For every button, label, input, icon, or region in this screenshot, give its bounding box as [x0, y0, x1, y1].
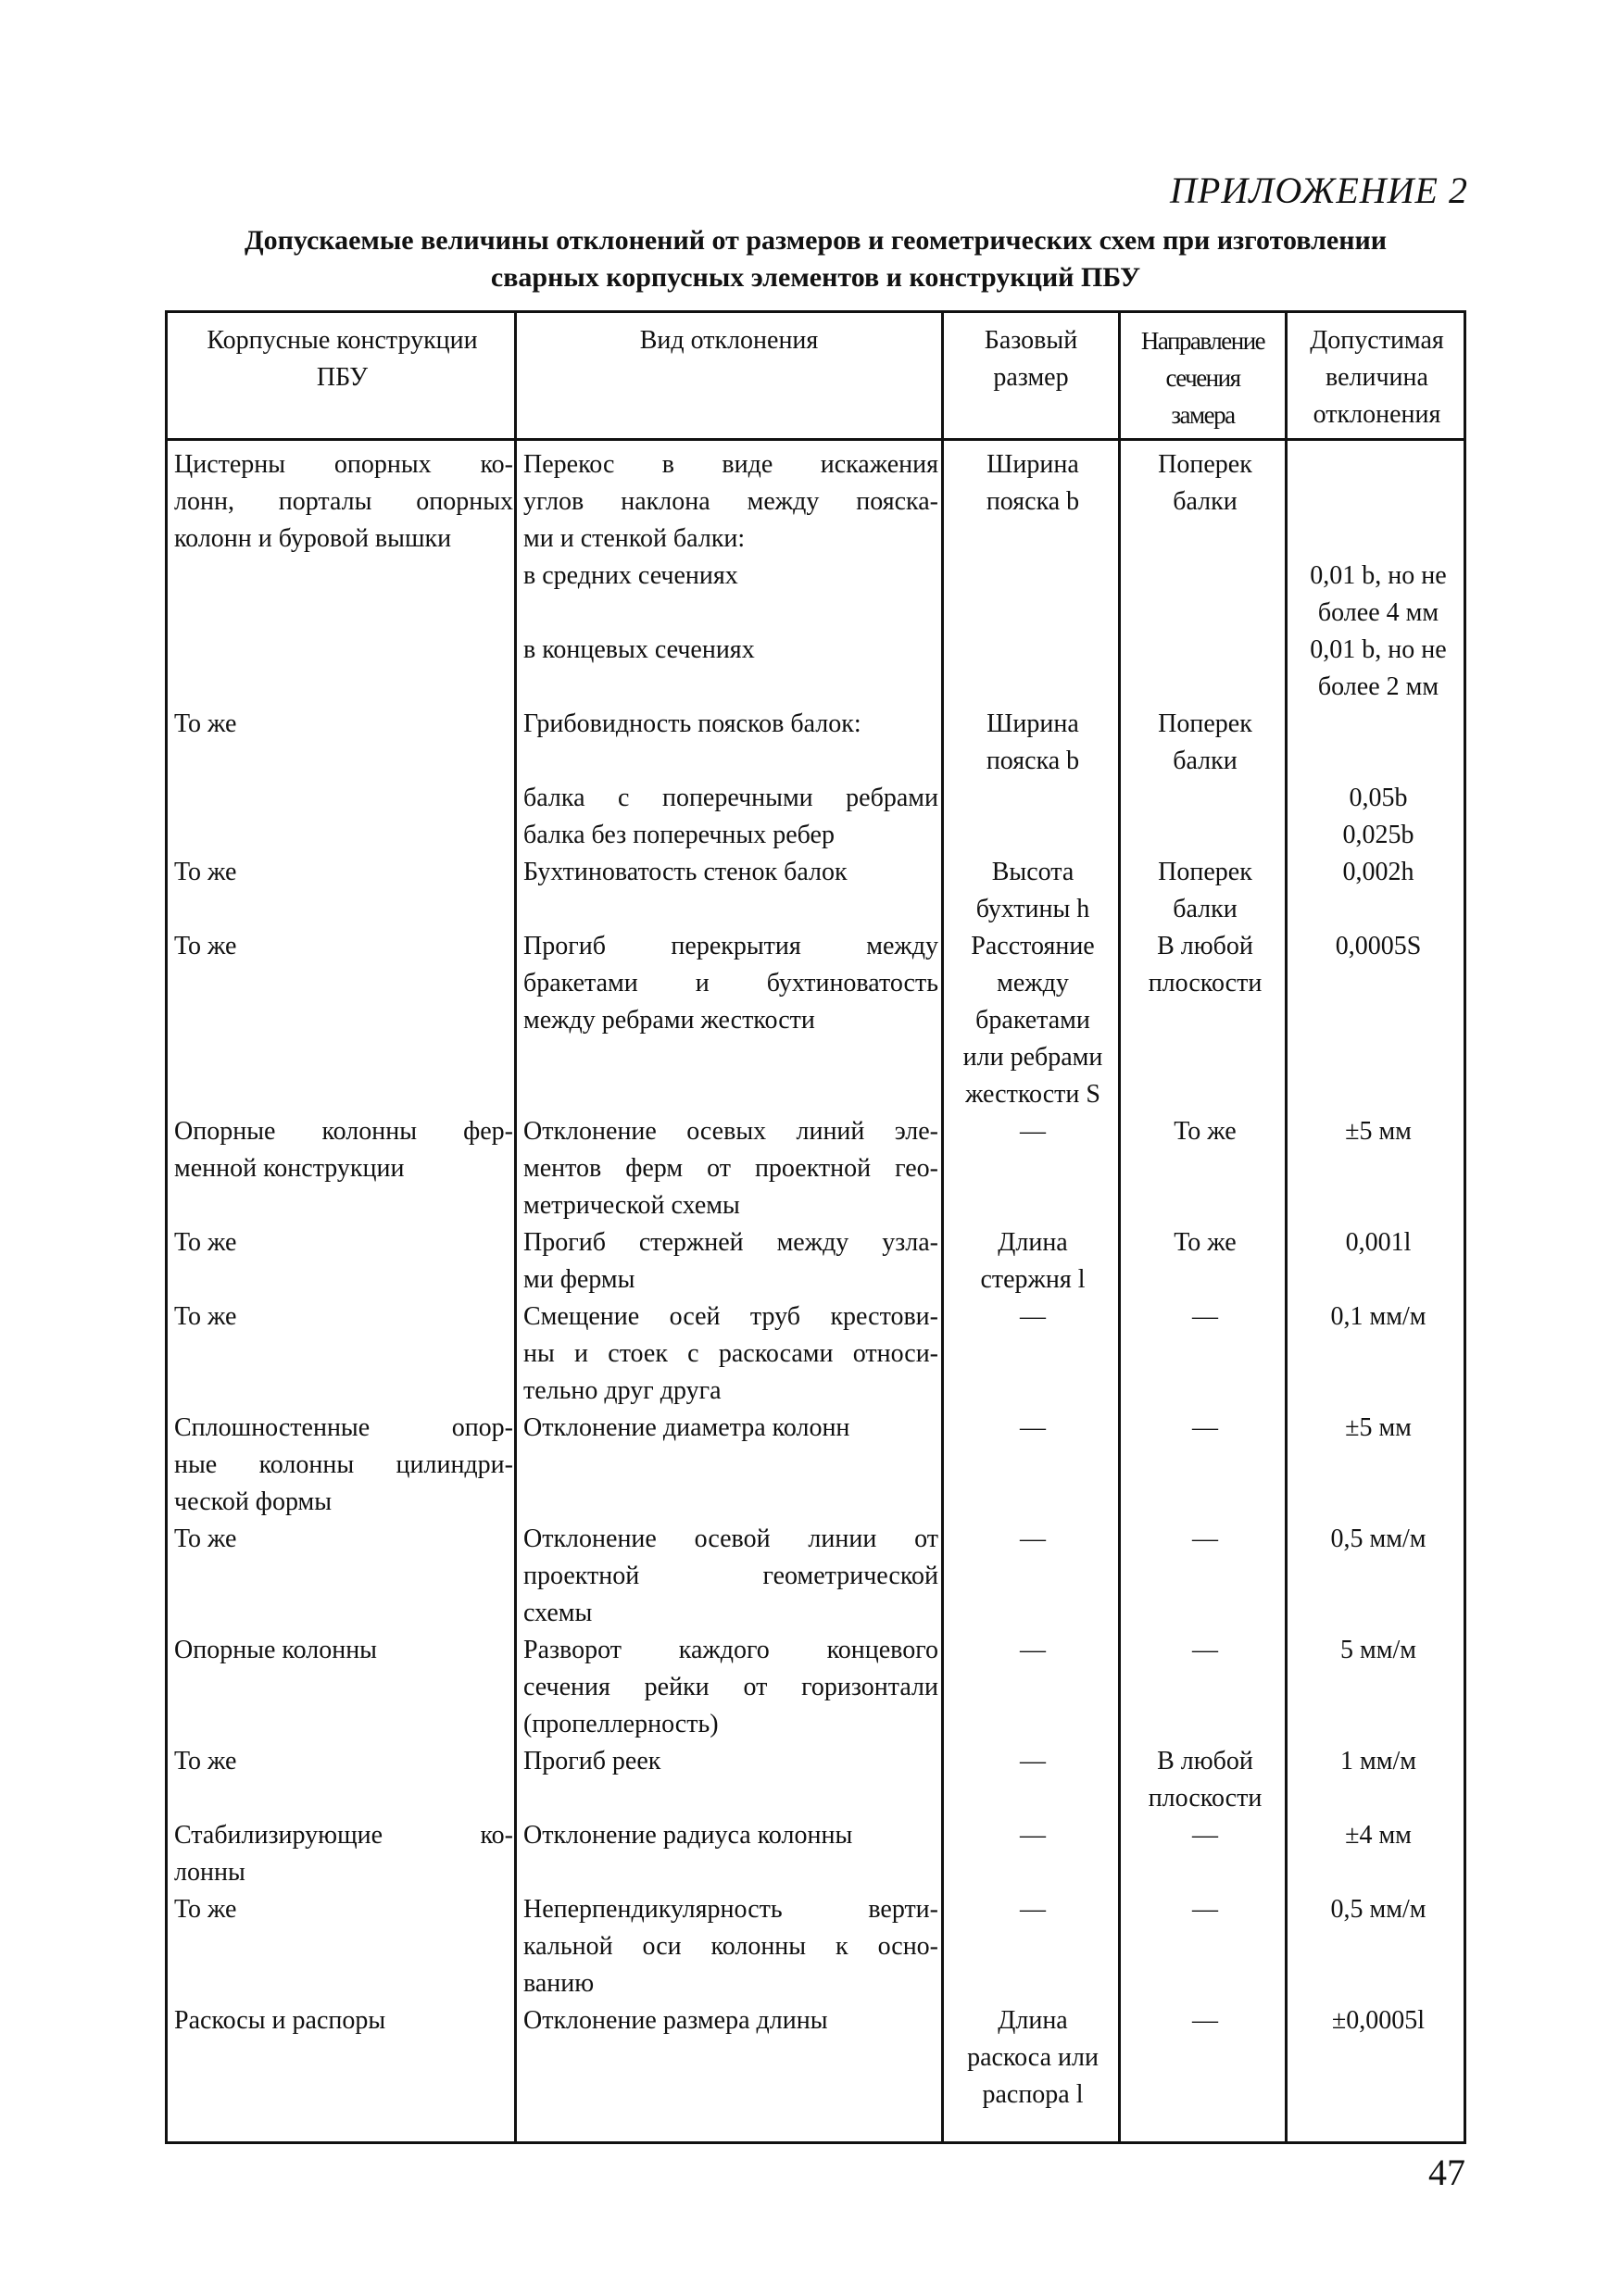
table-cell-c3	[950, 1299, 1115, 1336]
cell-line: То же	[1174, 1117, 1237, 1146]
cell-line: —	[1192, 1302, 1218, 1331]
table-cell-c2	[523, 1299, 938, 1410]
header-line: ПБУ	[316, 363, 369, 392]
table-cell-c2	[523, 706, 938, 743]
table-column-divider	[514, 313, 517, 2141]
table-cell-c3	[950, 1891, 1115, 1928]
cell-line: Ширина	[986, 709, 1079, 738]
cell-line: ±5 мм	[1345, 1413, 1412, 1442]
table-cell-c1	[174, 1410, 513, 1521]
table-cell-c2	[523, 1743, 938, 1780]
cell-line: в средних сечениях	[523, 561, 738, 590]
cell-line: или ребрами	[962, 1043, 1103, 1072]
cell-line: —	[1020, 1821, 1046, 1850]
table-cell-c2	[523, 1817, 938, 1854]
cell-line: балка с поперечными ребрами	[523, 784, 938, 812]
cell-line: 5 мм/м	[1340, 1636, 1416, 1664]
table-cell-c1	[174, 1224, 513, 1261]
table-cell-c5	[1290, 1891, 1466, 1928]
cell-line: схемы	[523, 1599, 593, 1627]
cell-line: Отклонение диаметра колонн	[523, 1413, 850, 1442]
cell-line: В любой	[1157, 1747, 1253, 1775]
cell-line: жесткости S	[965, 1080, 1100, 1109]
cell-line: 0,5 мм/м	[1330, 1895, 1426, 1924]
table-cell-c1	[174, 446, 513, 558]
header-line: Базовый	[984, 326, 1078, 355]
table-cell-c4	[1127, 854, 1283, 928]
cell-line: Поперек	[1158, 450, 1252, 479]
table-cell-c5	[1290, 632, 1466, 706]
cell-line: —	[1020, 1302, 1046, 1331]
table-cell-c4	[1127, 1743, 1283, 1817]
table-cell-c4	[1127, 1632, 1283, 1669]
table-cell-c5	[1290, 780, 1466, 854]
cell-line: —	[1192, 1821, 1218, 1850]
cell-line: 0,025b	[1342, 821, 1414, 849]
cell-line: —	[1192, 1413, 1218, 1442]
table-cell-c3	[950, 1632, 1115, 1669]
table-cell-c3	[950, 1817, 1115, 1854]
table-cell-c2	[523, 854, 938, 891]
cell-line: То же	[174, 709, 237, 738]
cell-line: —	[1020, 1895, 1046, 1924]
cell-line: Отклонение радиуса колонны	[523, 1821, 853, 1850]
table-cell-c3	[950, 928, 1115, 1113]
table-cell-c4	[1127, 2002, 1283, 2039]
cell-line: углов наклона между пояска-	[523, 487, 938, 516]
table-cell-c5	[1290, 1632, 1466, 1669]
table-cell-c1	[174, 928, 513, 965]
cell-line: 0,001l	[1345, 1228, 1412, 1257]
cell-line: То же	[174, 1895, 237, 1924]
cell-line: То же	[174, 932, 237, 960]
table-cell-c5	[1290, 1521, 1466, 1558]
cell-line: Разворот каждого концевого	[523, 1636, 938, 1664]
cell-line: Ширина	[986, 450, 1079, 479]
cell-line: ±0,0005l	[1331, 2006, 1426, 2035]
cell-line: Стабилизирующие ко-	[174, 1821, 513, 1850]
cell-line: Расстояние	[971, 932, 1095, 960]
table-cell-c2	[523, 780, 938, 854]
table-cell-c1	[174, 1891, 513, 1928]
cell-line: менной конструкции	[174, 1154, 405, 1183]
page-number: 47	[1428, 2152, 1465, 2193]
cell-line: раскоса или	[967, 2043, 1099, 2072]
table-column-divider	[941, 313, 944, 2141]
table-cell-c1	[174, 1521, 513, 1558]
cell-line: —	[1020, 1413, 1046, 1442]
cell-line: Смещение осей труб крестови-	[523, 1302, 938, 1331]
cell-line: 0,0005S	[1335, 932, 1422, 960]
cell-line: лонн, порталы опорных	[174, 487, 513, 516]
table-cell-c5	[1290, 1224, 1466, 1261]
table-cell-c4	[1127, 928, 1283, 1002]
header-line: Вид отклонения	[639, 326, 819, 355]
cell-line: балки	[1173, 487, 1238, 516]
cell-line: ми фермы	[523, 1265, 635, 1294]
header-line: Направление	[1140, 327, 1265, 355]
header-line: замера	[1171, 401, 1235, 429]
cell-line: 0,1 мм/м	[1330, 1302, 1426, 1331]
table-cell-c5	[1290, 1113, 1466, 1150]
cell-line: Цистерны опорных ко-	[174, 450, 513, 479]
header-line: Допустимая	[1310, 326, 1444, 355]
cell-line: распора l	[982, 2080, 1084, 2109]
table-cell-c3	[950, 1410, 1115, 1447]
cell-line: ментов ферм от проектной гео-	[523, 1154, 938, 1183]
header-allowed-deviation	[1288, 322, 1466, 433]
title-line-1: Допускаемые величины отклонений от размеров и геометрических схем при изготовлении	[244, 225, 1388, 256]
cell-line: Перекос в виде искажения	[523, 450, 938, 479]
cell-line: Прогиб реек	[523, 1747, 661, 1775]
table-cell-c2	[523, 558, 938, 595]
cell-line: 1 мм/м	[1340, 1747, 1416, 1775]
cell-line: ми и стенкой балки:	[523, 524, 746, 553]
cell-line: Раскосы и распоры	[174, 2006, 386, 2035]
cell-line: Длина	[998, 1228, 1068, 1257]
cell-line: Поперек	[1158, 709, 1252, 738]
cell-line: Бухтиноватость стенок балок	[523, 858, 848, 886]
cell-line: ванию	[523, 1969, 595, 1998]
cell-line: Прогиб перекрытия между	[523, 932, 938, 960]
cell-line: плоскости	[1148, 1784, 1263, 1813]
table-cell-c2	[523, 2002, 938, 2039]
table-cell-c5	[1290, 2002, 1466, 2039]
cell-line: тельно друг друга	[523, 1376, 722, 1405]
table-cell-c3	[950, 706, 1115, 780]
cell-line: То же	[174, 1302, 237, 1331]
cell-line: метрической схемы	[523, 1191, 740, 1220]
header-deviation-type	[517, 322, 941, 359]
cell-line: —	[1192, 1636, 1218, 1664]
cell-line: бухтины h	[975, 895, 1090, 923]
cell-line: (пропеллерность)	[523, 1710, 719, 1738]
table-cell-c1	[174, 706, 513, 743]
cell-line: 0,5 мм/м	[1330, 1524, 1426, 1553]
cell-line: сечения рейки от горизонтали	[523, 1673, 938, 1701]
table-cell-c1	[174, 1113, 513, 1187]
table-cell-c3	[950, 1113, 1115, 1150]
table-cell-c2	[523, 1632, 938, 1743]
table-cell-c1	[174, 2002, 513, 2039]
cell-line: пояска b	[986, 487, 1080, 516]
cell-line: —	[1192, 1895, 1218, 1924]
cell-line: —	[1192, 1524, 1218, 1553]
cell-line: То же	[174, 858, 237, 886]
cell-line: бракетами	[975, 1006, 1090, 1035]
deviation-table	[165, 310, 1466, 2144]
table-cell-c4	[1127, 1891, 1283, 1928]
cell-line: 0,002h	[1342, 858, 1414, 886]
cell-line: Сплошностенные опор-	[174, 1413, 513, 1442]
header-measure-direction	[1121, 322, 1285, 433]
cell-line: бракетами и бухтиноватость	[523, 969, 938, 997]
header-line: отклонения	[1313, 400, 1441, 429]
cell-line: Грибовидность поясков балок:	[523, 709, 861, 738]
cell-line: Отклонение осевой линии от	[523, 1524, 938, 1553]
table-cell-c5	[1290, 928, 1466, 965]
table-cell-c1	[174, 1299, 513, 1336]
table-cell-c1	[174, 1743, 513, 1780]
cell-line: То же	[1174, 1228, 1237, 1257]
cell-line: между ребрами жесткости	[523, 1006, 815, 1035]
header-line: величина	[1326, 363, 1428, 392]
header-line: размер	[993, 363, 1069, 392]
cell-line: Поперек	[1158, 858, 1252, 886]
table-cell-c5	[1290, 558, 1466, 632]
table-cell-c5	[1290, 1410, 1466, 1447]
cell-line: балки	[1173, 747, 1238, 775]
cell-line: стержня l	[980, 1265, 1086, 1294]
cell-line: пояска b	[986, 747, 1080, 775]
appendix-label: ПРИЛОЖЕНИЕ 2	[1170, 169, 1468, 211]
table-cell-c4	[1127, 706, 1283, 780]
cell-line: Отклонение осевых линий эле-	[523, 1117, 938, 1146]
table-cell-c3	[950, 1224, 1115, 1299]
cell-line: Высота	[991, 858, 1074, 886]
cell-line: Опорные колонны	[174, 1636, 377, 1664]
table-cell-c2	[523, 1410, 938, 1447]
cell-line: —	[1020, 1747, 1046, 1775]
table-cell-c4	[1127, 1817, 1283, 1854]
table-title	[165, 222, 1466, 296]
cell-line: более 2 мм	[1317, 672, 1439, 701]
cell-line: То же	[174, 1747, 237, 1775]
table-cell-c3	[950, 1743, 1115, 1780]
cell-line: ±4 мм	[1345, 1821, 1412, 1850]
cell-line: То же	[174, 1228, 237, 1257]
cell-line: В любой	[1157, 932, 1253, 960]
table-cell-c2	[523, 1224, 938, 1299]
cell-line: 0,01 b, но не	[1310, 561, 1447, 590]
table-cell-c2	[523, 632, 938, 669]
table-cell-c2	[523, 928, 938, 1039]
table-cell-c5	[1290, 1299, 1466, 1336]
table-cell-c3	[950, 1521, 1115, 1558]
cell-line: Прогиб стержней между узла-	[523, 1228, 938, 1257]
cell-line: ны и стоек с раскосами относи-	[523, 1339, 938, 1368]
cell-line: более 4 мм	[1317, 598, 1439, 627]
cell-line: между	[997, 969, 1069, 997]
cell-line: —	[1020, 1117, 1046, 1146]
cell-line: кальной оси колонны к осно-	[523, 1932, 938, 1961]
cell-line: —	[1192, 2006, 1218, 2035]
cell-line: балки	[1173, 895, 1238, 923]
cell-line: Отклонение размера длины	[523, 2006, 828, 2035]
cell-line: —	[1020, 1524, 1046, 1553]
table-cell-c2	[523, 446, 938, 558]
table-cell-c1	[174, 1817, 513, 1891]
cell-line: —	[1020, 1636, 1046, 1664]
table-cell-c4	[1127, 446, 1283, 521]
table-cell-c5	[1290, 1817, 1466, 1854]
header-structures	[170, 322, 514, 396]
cell-line: Длина	[998, 2006, 1068, 2035]
table-cell-c3	[950, 2002, 1115, 2114]
table-cell-c4	[1127, 1410, 1283, 1447]
cell-line: ные колонны цилиндри-	[174, 1450, 513, 1479]
cell-line: То же	[174, 1524, 237, 1553]
title-line-2: сварных корпусных элементов и конструкций ПБУ	[490, 262, 1141, 293]
table-cell-c1	[174, 1632, 513, 1669]
table-cell-c2	[523, 1113, 938, 1224]
table-cell-c2	[523, 1891, 938, 2002]
table-cell-c4	[1127, 1521, 1283, 1558]
table-cell-c4	[1127, 1113, 1283, 1150]
table-cell-c4	[1127, 1224, 1283, 1261]
table-cell-c5	[1290, 1743, 1466, 1780]
cell-line: плоскости	[1148, 969, 1263, 997]
header-base-size	[944, 322, 1118, 396]
table-cell-c1	[174, 854, 513, 891]
cell-line: 0,01 b, но не	[1310, 635, 1447, 664]
table-cell-c4	[1127, 1299, 1283, 1336]
cell-line: в концевых сечениях	[523, 635, 755, 664]
cell-line: Опорные колонны фер-	[174, 1117, 513, 1146]
table-cell-c3	[950, 854, 1115, 928]
header-line: сечения	[1165, 364, 1240, 392]
cell-line: балка без поперечных ребер	[523, 821, 835, 849]
table-cell-c2	[523, 1521, 938, 1632]
table-cell-c5	[1290, 854, 1466, 891]
cell-line: ±5 мм	[1345, 1117, 1412, 1146]
table-column-divider	[1118, 313, 1121, 2141]
cell-line: лонны	[174, 1858, 245, 1887]
cell-line: проектной геометрической	[523, 1562, 938, 1590]
table-header-divider	[168, 438, 1464, 441]
table-column-divider	[1285, 313, 1288, 2141]
cell-line: 0,05b	[1349, 784, 1408, 812]
table-cell-c3	[950, 446, 1115, 521]
cell-line: Неперпендикулярность верти-	[523, 1895, 938, 1924]
header-line: Корпусные конструкции	[207, 326, 478, 355]
cell-line: ческой формы	[174, 1487, 333, 1516]
cell-line: колонн и буровой вышки	[174, 524, 452, 553]
